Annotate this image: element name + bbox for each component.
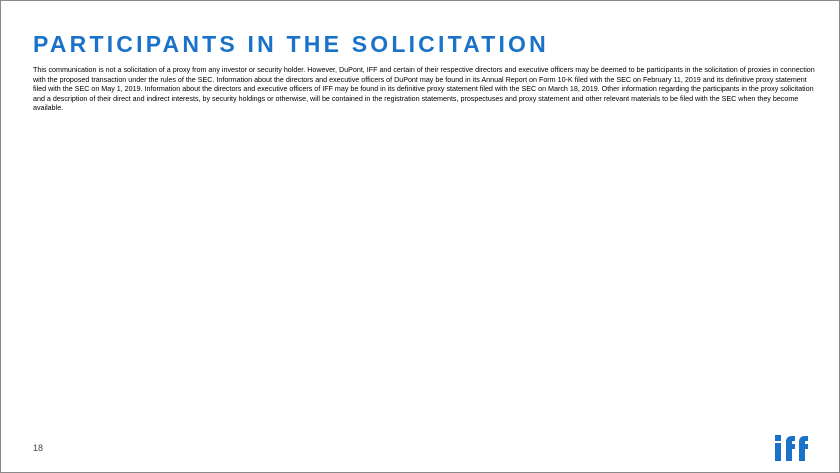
disclaimer-text: This communication is not a solicitation of a proxy from any investor or security holder. However, DuPont, IFF and certain of their respective directors and executive officers may be deemed to be participants in the solicitation of proxies in connection with the proposed transaction under the rules of the SEC. Information about the directors and executive officers of DuPont may be found in its Annual Report on Form 10-K filed with the SEC on February 11, 2019 and its definitive proxy statement filed with the SEC on May 1, 2019. Information about the directors and executive officers of IFF may be found in its definitive proxy statement filed with the SEC on March 18, 2019. Other information regarding the participants in the proxy solicitation and a description of their direct and indirect interests, by security holdings or otherwise, will be contained in the registration statements, prospectuses and proxy statement and other relevant materials to be filed with the SEC when they become available. — [33, 66, 815, 112]
page-number: 18 — [33, 443, 44, 453]
slide-title: PARTICIPANTS IN THE SOLICITATION — [33, 31, 549, 57]
iff-logo-icon — [774, 433, 814, 463]
